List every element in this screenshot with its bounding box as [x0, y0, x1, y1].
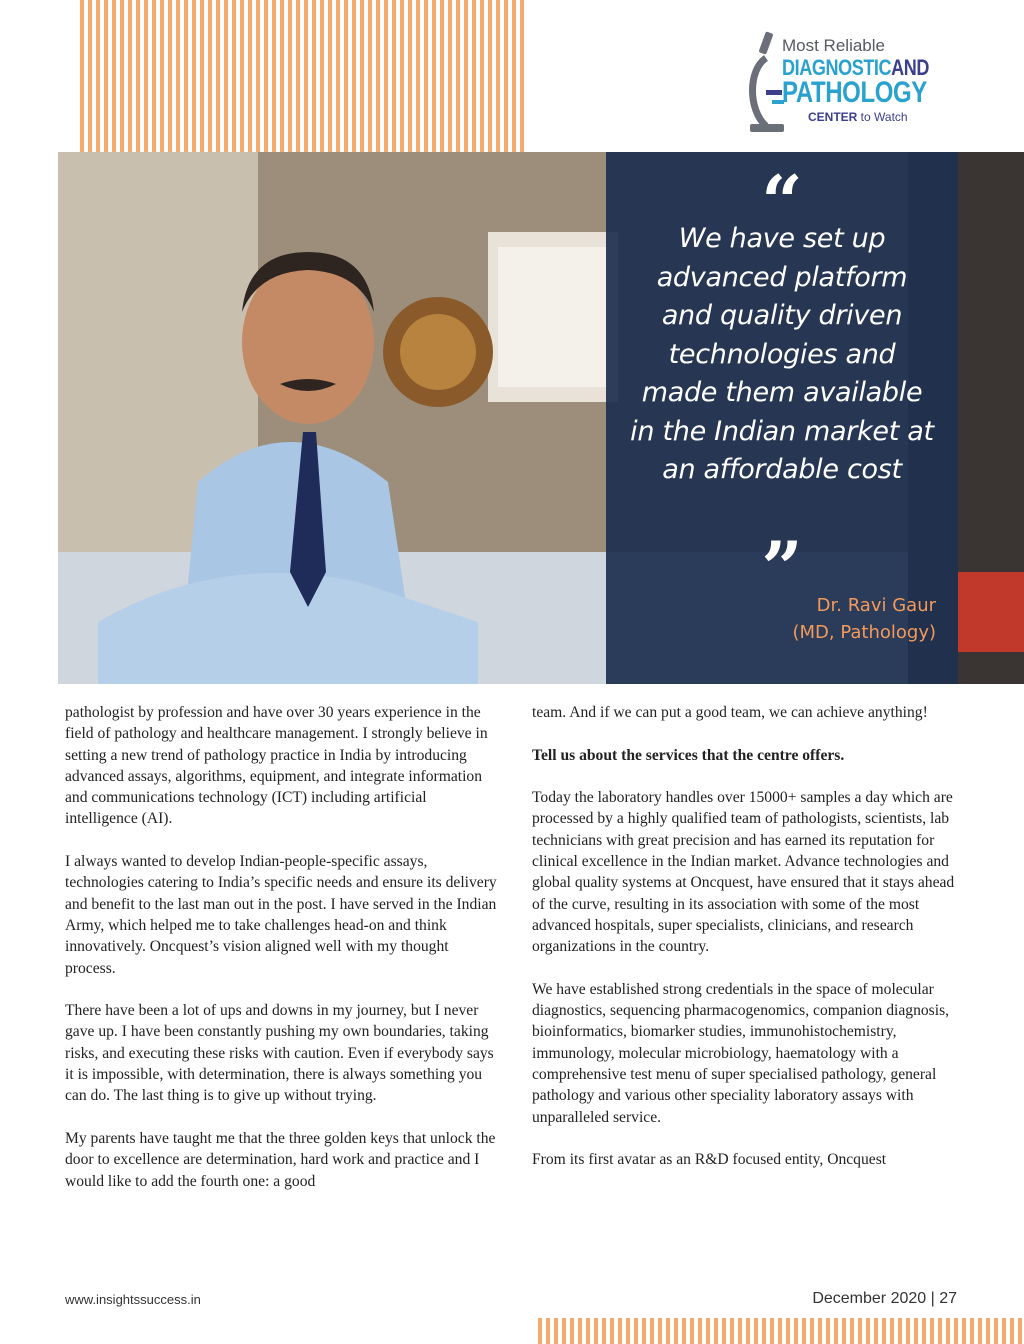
logo-line-diagnostic: DIAGNOSTICAND	[782, 55, 930, 80]
logo-line-center-to-watch: CENTER to Watch	[808, 110, 908, 124]
quote-author-name: Dr. Ravi Gaur	[816, 595, 936, 616]
paragraph: My parents have taught me that the three golden keys that unlock the door to excellence are determination, hard work and practice and I would like to add the fourth one: a good	[65, 1129, 496, 1190]
footer-page-number: December 2020 | 27	[812, 1290, 957, 1307]
decorative-stripes-top	[80, 0, 524, 152]
pull-quote-text: We have set up advanced platform and quality driven technologies and made them available in the Indian market at an affordable cost	[630, 223, 934, 485]
logo-line-pathology: PATHOLOGY	[782, 76, 927, 109]
paragraph: I always wanted to develop Indian-people-specific assays, technologies catering to India’s specific needs and ensure its delivery and benefit to the last man out in the post. I have served in the Indian Army, which helped me to take challenges head-on and think innovatively. Oncquest’s vision aligned well with my thought process.	[65, 853, 497, 977]
open-quote-icon: “	[761, 159, 803, 244]
footer-website-link[interactable]: www.insightssuccess.in	[65, 1292, 201, 1307]
award-logo	[744, 30, 944, 138]
paragraph: There have been a lot of ups and downs in my journey, but I never gave up. I have been constantly pushing my own boundaries, taking risks, and executing these risks with caution. Even if everybody says it is impossible, with determination, there is always something you can do. The last thing is to give up without trying.	[65, 1002, 494, 1105]
interview-question: Tell us about the services that the centre offers.	[532, 746, 845, 764]
paragraph: We have established strong credentials in the space of molecular diagnostics, sequencing pharmacogenomics, companion diagnosis, bioinformatics, biomarker studies, immunohistochemistry, immunology, molecular microbiology, haematology with a comprehensive test menu of super specialised pathology, general pathology and various other speciality laboratory assays with unparalleled service.	[532, 980, 950, 1126]
decorative-stripes-bottom	[538, 1318, 1024, 1344]
quote-author-title: (MD, Pathology)	[792, 622, 936, 643]
article-column-right	[532, 702, 962, 1192]
article-column-left	[65, 702, 497, 1213]
microscope-icon	[744, 30, 784, 138]
close-quote-icon: ”	[761, 525, 803, 610]
paragraph: From its first avatar as an R&D focused entity, Oncquest	[532, 1151, 887, 1169]
paragraph: Today the laboratory handles over 15000+ samples a day which are processed by a highly qualified team of pathologists, scientists, lab technicians with great precision and has earned its reputation for clinical excellence in the Indian market. Advance technologies and global quality systems at Oncquest, have ensured that it stays ahead of the curve, resulting in its association with some of the most advanced hospitals, super specialists, clinicians, and research organizations in the country.	[532, 789, 955, 956]
logo-line-most-reliable: Most Reliable	[782, 36, 885, 55]
pull-quote-panel	[606, 152, 958, 684]
quote-author	[792, 592, 936, 646]
paragraph: team. And if we can put a good team, we can achieve anything!	[532, 704, 928, 721]
paragraph: pathologist by profession and have over 30 years experience in the field of pathology and healthcare management. I strongly believe in setting a new trend of pathology practice in India by introducing advanced assays, algorithms, equipment, and integrate information and communications technology (ICT) including artificial intelligence (AI).	[65, 704, 488, 828]
